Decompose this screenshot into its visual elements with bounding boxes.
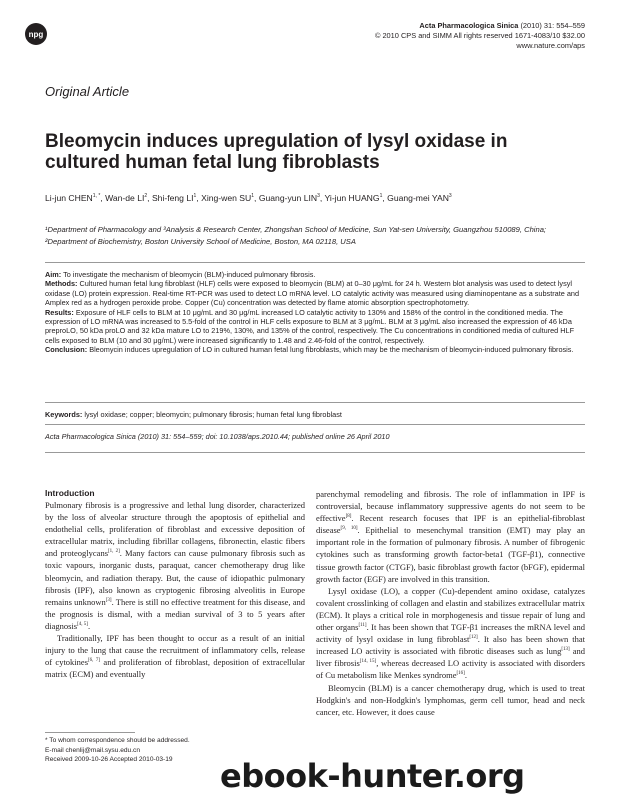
results-text: Exposure of HLF cells to BLM at 10 μg/mL and 30 μg/mL increased LO catalytic activity to 130% and 158% of the control in the conditioned media. The expression of LO mRNA was increased to 5.5-fold of the control in HLF cells exposure to BLM at 3 μg/mL. BLM at 3 μg/mL also increased the expression of 46 kDa preproLO, 50 kDa proLO and 32 kDa mature LO to 219%, 130%, and 135% of the control, respectively. The Cu concentrations in conditioned media of cultured HLF cells exposed to BLM (10 and 30 μg/mL) were increased significantly to 1.48 and 2.46-fold of the control, respectively. <box>45 307 575 345</box>
footnote-rule <box>45 732 135 733</box>
author-affiliation-mark: 3 <box>448 193 452 200</box>
left-column <box>45 488 305 680</box>
reference-mark[interactable]: [8] <box>345 514 352 520</box>
journal-name: Acta Pharmacologica Sinica <box>419 21 519 30</box>
author-name: Guang-mei YAN <box>387 193 449 203</box>
npg-logo <box>25 23 47 45</box>
logo-text: npg <box>28 29 44 39</box>
author-affiliation-mark: 2 <box>144 193 148 200</box>
reference-mark[interactable]: [3] <box>105 597 112 603</box>
journal-url[interactable]: www.nature.com/aps <box>516 41 585 50</box>
abstract <box>45 270 585 355</box>
article-type: Original Article <box>45 84 130 99</box>
right-column <box>316 488 585 718</box>
article-title: Bleomycin induces upregulation of lysyl oxidase in cultured human fetal lung fibroblasts <box>45 131 508 173</box>
author-name: Xing-wen SU <box>201 193 252 203</box>
keywords-label: Keywords: <box>45 410 83 419</box>
abstract-aim <box>45 270 585 279</box>
conclusion-label: Conclusion: <box>45 345 88 355</box>
reference-mark[interactable]: [9, 10] <box>340 526 358 532</box>
author-name: Guang-yun LIN <box>258 193 318 203</box>
right-paragraph: Lysyl oxidase (LO), a copper (Cu)-dependent amino oxidase, catalyzes covalent crosslinking of collagen and elastin and stabilizes extracellular matrix (ECM). It plays a critical role in morphogenesis and tissue repair of lung and other organs[11]. It has been shown that TGF-β1 increases the mRNA level and activity of lysyl oxidase in lung fibroblast[12]. It also has been shown that increased LO activity is associated with fibrotic diseases such as lung[13] and liver fibrosis[14, 15], whereas decreased LO activity is associated with disorders of Cu metabolism like Menkes syndrome[16]. <box>316 585 586 681</box>
author-name: Wan-de LI <box>105 193 145 203</box>
keywords-text: lysyl oxidase; copper; bleomycin; pulmonary fibrosis; human fetal lung fibroblast <box>82 410 342 419</box>
author-affiliation-mark: 1, * <box>92 193 101 200</box>
reference-mark[interactable]: [12] <box>469 635 478 641</box>
citation-line: Acta Pharmacologica Sinica (2010) 31: 554–559; doi: 10.1038/aps.2010.44; published online 26 April 2010 <box>45 432 390 441</box>
reference-mark[interactable]: [4, 5] <box>77 622 88 628</box>
reference-mark[interactable]: [13] <box>561 647 570 653</box>
author-affiliation-mark: 1 <box>251 193 255 200</box>
methods-text: Cultured human fetal lung fibroblast (HLF) cells were exposed to bleomycin (BLM) at 0–30 μg/mL for 24 h. Western blot analysis was used to detect lysyl oxidase (LO) protein expression. Real-time RT-PCR was used to detect LO mRNA level. LO catalytic activity was measured using diaminopentane as a substrate and Amplex red as a hydrogen peroxide probe. Copper (Cu) concentration was detected by flame atomic absorption spectrophotometry. <box>45 279 580 308</box>
abstract-methods <box>45 279 585 307</box>
author-name: Li-jun CHEN <box>45 193 93 203</box>
reference-mark[interactable]: [11] <box>358 623 367 629</box>
methods-label: Methods: <box>45 279 78 289</box>
journal-copyright: © 2010 CPS and SIMM All rights reserved 1671-4083/10 $32.00 <box>374 31 585 40</box>
author-affiliation-mark: 1 <box>193 193 197 200</box>
abstract-results <box>45 308 585 346</box>
right-paragraph: parenchymal remodeling and fibrosis. The role of inflammation in IPF is controversial, because inflammatory suppressive agents do not seem to be effective[8]. Recent research focuses that IPF is an epithelial-fibroblast disease[9, 10]. Epithelial to mesenchymal transition (EMT) may play an important role in the formation of pulmonary fibrosis. A number of fibrogenic cytokines such as transforming growth factor-beta1 (TGF-β1), connective tissue growth factor (CTGF), basic fibroblast growth factor (bFGF), epidermal growth factor (EGF) are involved in this transition. <box>316 489 585 584</box>
author-affiliation-mark: 3 <box>317 193 320 200</box>
correspondence-email[interactable]: E-mail chenlij@mail.sysu.edu.cn <box>45 746 141 754</box>
reference-mark[interactable]: [1, 2] <box>108 549 120 555</box>
reference-mark[interactable]: [16] <box>456 671 465 677</box>
reference-mark[interactable]: [14, 15] <box>359 659 377 665</box>
abstract-bottom-rule <box>45 402 585 403</box>
received-dates: Received 2009-10-26 Accepted 2010-03-19 <box>45 756 173 763</box>
abstract-top-rule <box>45 262 585 263</box>
left-paragraph: Traditionally, IPF has been thought to occur as a result of an initial injury to the lung that cause the recruitment of inflammatory cells, release of cytokines[6, 7] and proliferation of fibroblast, deposition of extracellular matrix (ECM) and eventually <box>45 633 305 680</box>
keywords-rule <box>45 424 585 425</box>
author-name: Shi-feng LI <box>151 193 194 203</box>
left-paragraph: Pulmonary fibrosis is a progressive and lethal lung disorder, characterized by the loss of alveolar structure through the apoptosis of epithelial and endothelial cells, proliferation of fibroblast and excessive deposition of extracellular matrix, including fibrillar collagens, fibronectin, elastic fibers and proteoglycans[1, 2]. Many factors can cause pulmonary fibrosis such as toxic vapours, inorganic dusts, paraquat, cancer chemotherapy drug like bleomycin, and radiation therapy. But, the cause of idiopathic pulmonary fibrosis (IPF), also known as cryptogenic fibrosing alveolitis in Europe remains unknown[3]. There is still no effective treatment for this disease, and the prognosis is dismal, with a median survival of 3 to 5 years after diagnosis[4, 5]. <box>45 500 306 631</box>
journal-header <box>230 21 585 51</box>
results-label: Results: <box>45 307 74 317</box>
watermark: ebook-hunter.org <box>220 757 525 795</box>
correspondence-note: * To whom correspondence should be addressed. <box>45 737 190 744</box>
keywords <box>45 410 585 419</box>
aim-label: Aim: <box>45 270 62 279</box>
author-list: Li-jun $CHEN^{1, *}$, Wan-de $LI^2$, Shi-feng $LI^1$, Xing-wen $SU^1$, Guang-yun LIN$^3$, Yi-jun HUANG$^1$, Guang-mei YAN$^3$ <box>45 193 452 203</box>
author-name: Yi-jun HUANG <box>324 193 380 203</box>
conclusion-text: Bleomycin induces upregulation of LO in cultured human fetal lung fibroblasts, which may be the mechanism of bleomycin-induced pulmonary fibrosis. <box>87 345 574 355</box>
introduction-heading: Introduction <box>45 488 95 498</box>
affiliations: ¹Department of Pharmacology and ³Analysis & Research Center, Zhongshan School of Medicine, Sun Yat-sen University, Guangzhou 510089, China; ²Department of Biochemistry, Boston University School of Medicine, Boston, MA 02118, USA <box>45 225 547 246</box>
journal-volume: (2010) 31: 554–559 <box>520 21 585 30</box>
citation-rule <box>45 452 585 453</box>
abstract-conclusion <box>45 345 585 354</box>
author-affiliation-mark: 1 <box>379 193 383 200</box>
right-paragraph: Bleomycin (BLM) is a cancer chemotherapy drug, which is used to treat Hodgkin's and non-Hodgkin's lymphomas, germ cell tumor, head and neck cancer, etc. However, it does cause <box>316 682 585 717</box>
aim-text: To investigate the mechanism of bleomycin (BLM)-induced pulmonary fibrosis. <box>61 270 316 279</box>
reference-mark[interactable]: [6, 7] <box>88 658 101 664</box>
